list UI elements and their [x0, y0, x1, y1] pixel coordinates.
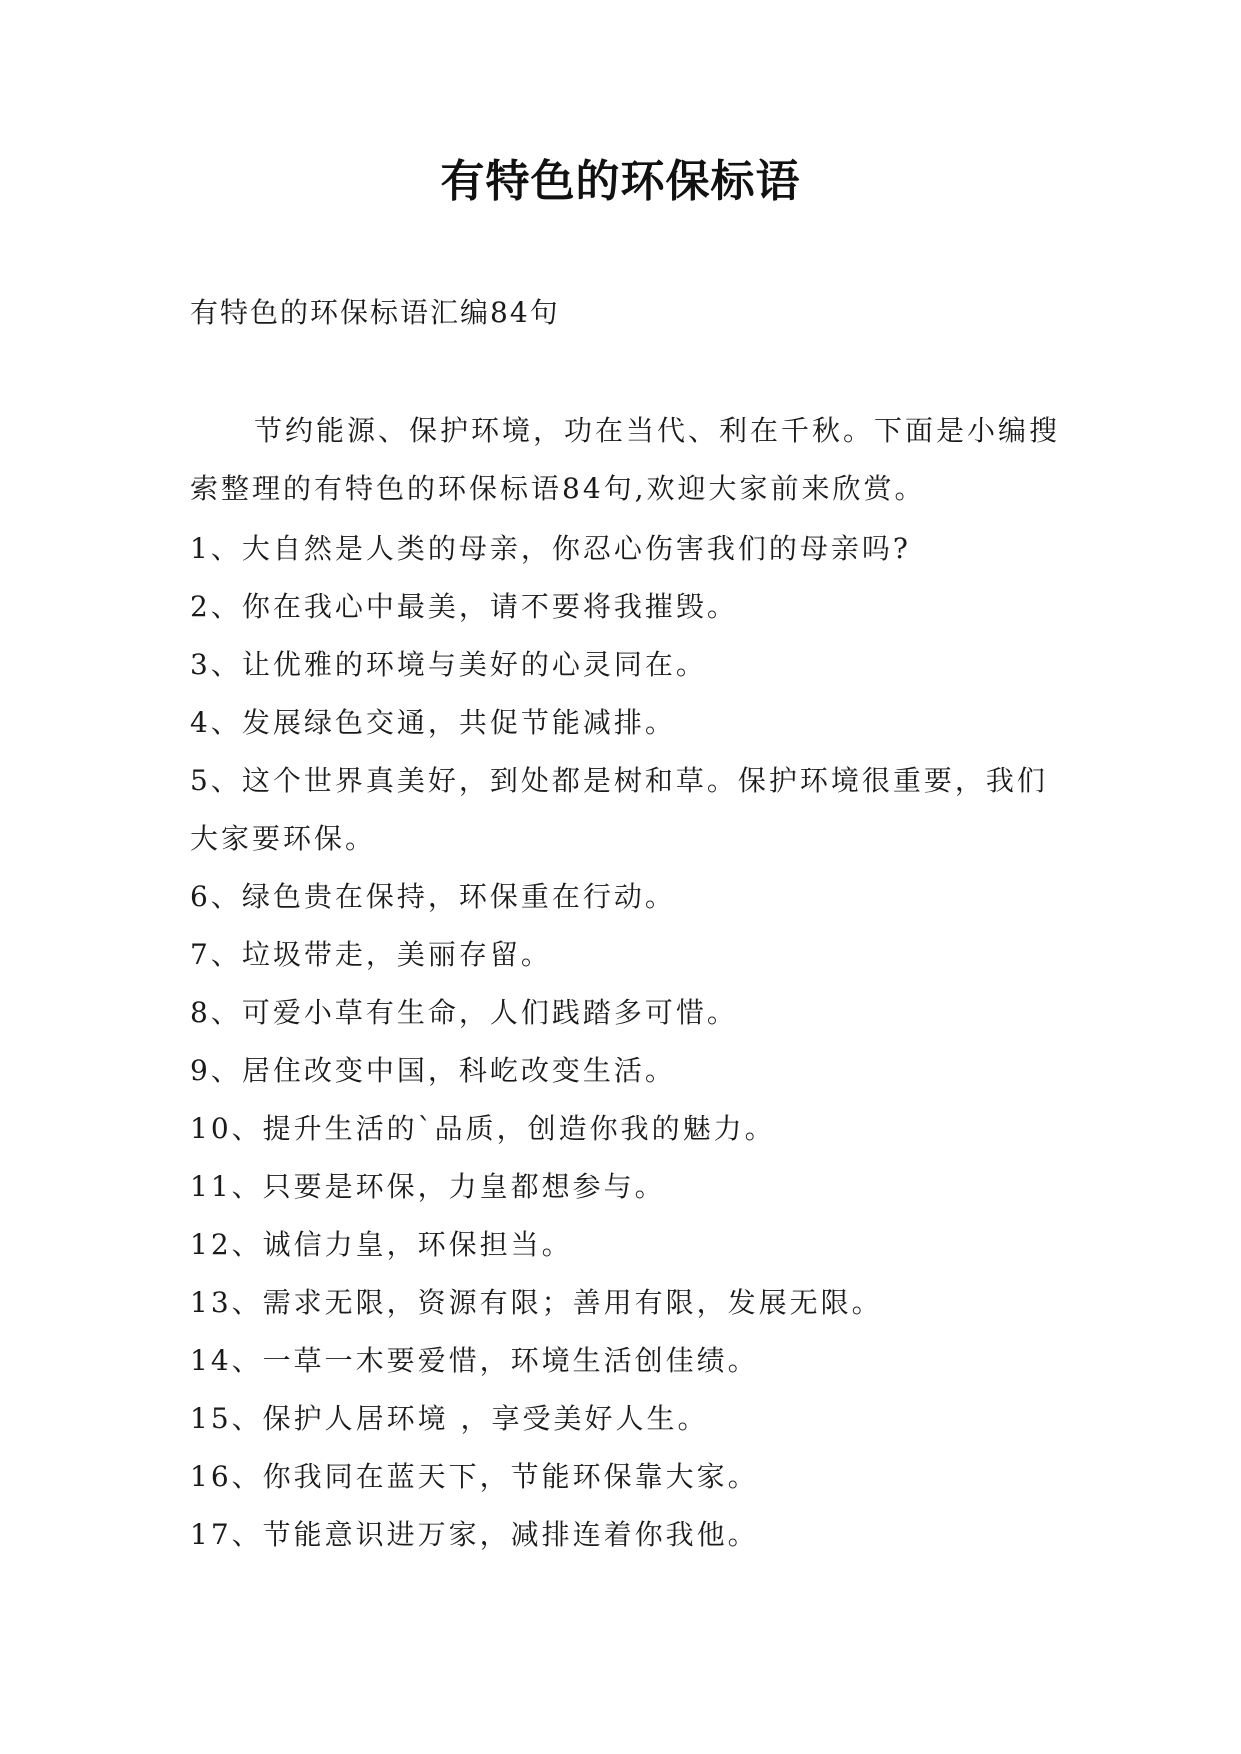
slogan-item: 9、居住改变中国，科屹改变生活。 [190, 1054, 676, 1087]
intro-paragraph: 节约能源、保护环境，功在当代、利在千秋。下面是小编搜索整理的有特色的环保标语84句,欢迎大家前来欣赏。 [190, 414, 1061, 505]
slogan-item: 12、诚信力皇，环保担当。 [190, 1228, 573, 1261]
slogan-item: 3、让优雅的环境与美好的心灵同在。 [190, 648, 707, 681]
slogan-item: 17、节能意识进万家，减排连着你我他。 [190, 1518, 759, 1551]
slogan-item: 1、大自然是人类的母亲，你忍心伤害我们的母亲吗? [190, 532, 911, 565]
slogan-item: 6、绿色贵在保持，环保重在行动。 [190, 880, 676, 913]
slogan-item: 4、发展绿色交通，共促节能减排。 [190, 706, 676, 739]
slogan-item: 13、需求无限，资源有限；善用有限，发展无限。 [190, 1286, 883, 1319]
slogan-item: 8、可爱小草有生命，人们践踏多可惜。 [190, 996, 738, 1029]
slogan-item: 15、保护人居环境 ，享受美好人生。 [190, 1402, 709, 1435]
document-subtitle: 有特色的环保标语汇编84句 [190, 296, 560, 329]
slogan-item: 10、提升生活的`品质，创造你我的魅力。 [190, 1112, 776, 1145]
slogan-item: 2、你在我心中最美，请不要将我摧毁。 [190, 590, 738, 623]
slogan-list [190, 520, 1070, 1564]
slogan-item: 16、你我同在蓝天下，节能环保靠大家。 [190, 1460, 759, 1493]
document-title: 有特色的环保标语 [440, 156, 801, 207]
slogan-item: 5、这个世界真美好，到处都是树和草。保护环境很重要，我们大家要环保。 [190, 764, 1048, 855]
slogan-item: 11、只要是环保，力皇都想参与。 [190, 1170, 666, 1203]
slogan-item: 14、一草一木要爱惜，环境生活创佳绩。 [190, 1344, 759, 1377]
slogan-item: 7、垃圾带走，美丽存留。 [190, 938, 552, 971]
